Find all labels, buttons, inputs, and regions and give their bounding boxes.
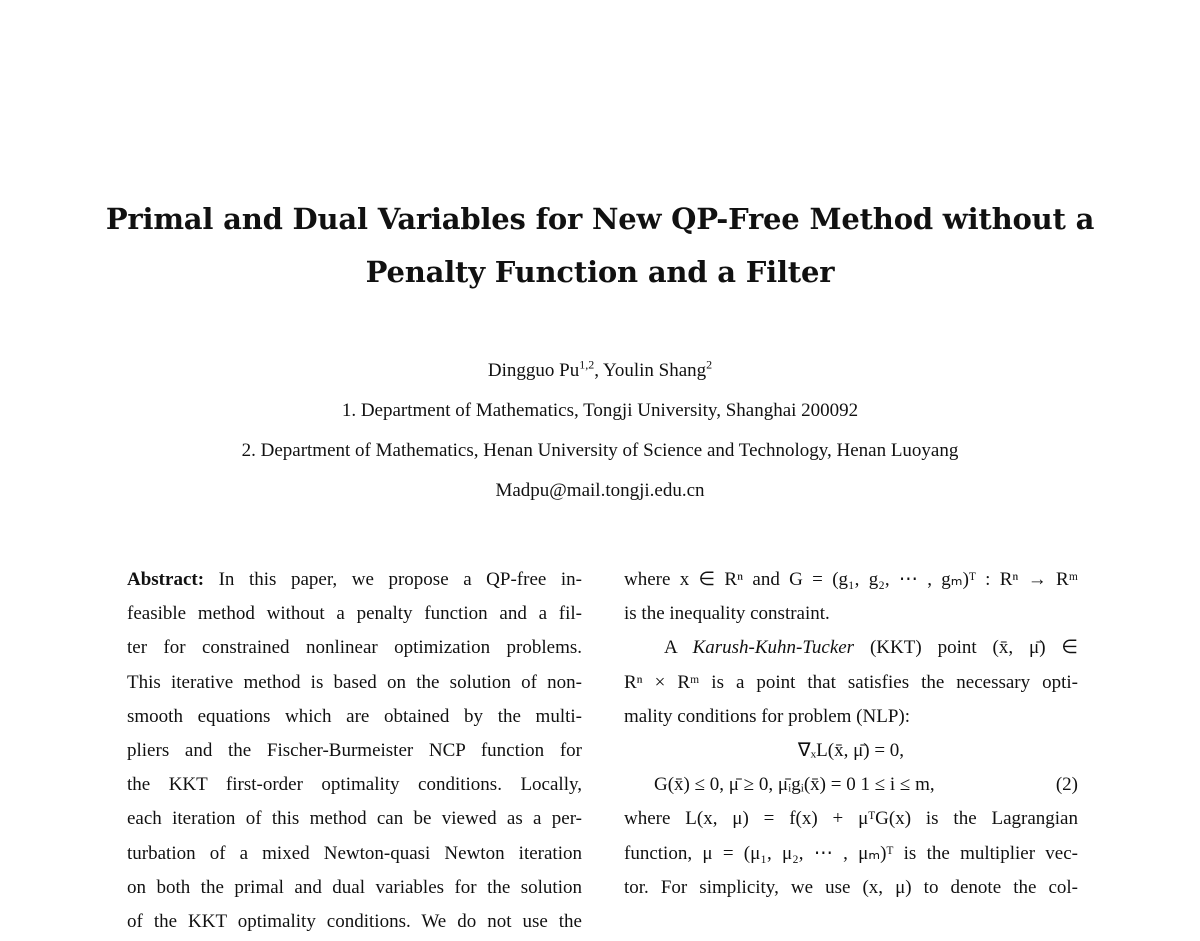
abstract-line: the KKT first-order optimality conditions. Locally,: [127, 774, 582, 796]
equation-constraints: [624, 768, 1078, 802]
abstract-line: feasible method without a penalty function and a fil-: [127, 603, 582, 625]
author-email: Madpu@mail.tongji.edu.cn: [495, 480, 705, 501]
body-line: is the inequality constraint.: [624, 603, 830, 625]
title-line-2: Penalty Function and a Filter: [365, 255, 835, 289]
abstract-line: each iteration of this method can be viewed as a per-: [127, 808, 582, 830]
body-line: where L(x, μ) = f(x) + μᵀG(x) is the Lagrangian: [624, 808, 1078, 830]
body-line: [624, 631, 1078, 665]
author-2-affiliation-mark: 2: [706, 357, 713, 372]
body-line: function, μ = (μ₁, μ₂, ⋯ , μₘ)ᵀ is the multiplier vec-: [624, 842, 1078, 864]
body-line: tor. For simplicity, we use (x, μ) to denote the col-: [624, 876, 1078, 898]
author-2: , Youlin Shang: [594, 360, 707, 381]
body-text: A: [664, 637, 693, 659]
abstract-line: This iterative method is based on the solution of non-: [127, 671, 582, 693]
abstract-line: of the KKT optimality conditions. We do not use the: [127, 910, 582, 932]
author-1-affiliation-mark: 1,2: [579, 357, 595, 372]
abstract-line: turbation of a mixed Newton-quasi Newton iteration: [127, 842, 582, 864]
paper-title: [100, 193, 1100, 299]
abstract-column: [127, 563, 582, 939]
abstract-line: on both the primal and dual variables for the solution: [127, 876, 582, 898]
body-line: where x ∈ Rⁿ and G = (g₁, g₂, ⋯ , gₘ)ᵀ : Rⁿ → Rᵐ: [624, 569, 1078, 590]
abstract-label: Abstract:: [127, 569, 205, 590]
abstract-line: ter for constrained nonlinear optimization problems.: [127, 637, 582, 659]
affiliation-2: 2. Department of Mathematics, Henan University of Science and Technology, Henan Luoyang: [241, 440, 959, 461]
author-1: Dingguo Pu: [487, 360, 580, 381]
abstract-line: smooth equations which are obtained by the multi-: [127, 705, 582, 727]
equation-number: (2): [1055, 774, 1078, 796]
body-text: (KKT) point (x̄, μ̄) ∈: [854, 637, 1078, 659]
body-line: Rⁿ × Rᵐ is a point that satisfies the necessary opti-: [624, 671, 1078, 693]
affiliation-1: 1. Department of Mathematics, Tongji University, Shanghai 200092: [341, 400, 859, 421]
title-line-1: Primal and Dual Variables for New QP-Free Method without a: [105, 202, 1095, 236]
abstract-line: pliers and the Fischer-Burmeister NCP function for: [127, 739, 582, 761]
body-line: mality conditions for problem (NLP):: [624, 705, 911, 727]
kkt-term: Karush-Kuhn-Tucker: [692, 637, 855, 659]
author-line: [100, 351, 1100, 391]
equation-gradient: ∇ₓL(x̄, μ̄) = 0,: [797, 739, 905, 761]
body-column: [624, 563, 1078, 905]
author-block: [100, 351, 1100, 511]
abstract-line: [127, 563, 582, 597]
abstract-text: In this paper, we propose a QP-free in-: [204, 569, 582, 590]
equation-body: G(x̄) ≤ 0, μ̄ ≥ 0, μ̄ᵢgᵢ(x̄) = 0 1 ≤ i ≤ m,: [654, 774, 935, 796]
